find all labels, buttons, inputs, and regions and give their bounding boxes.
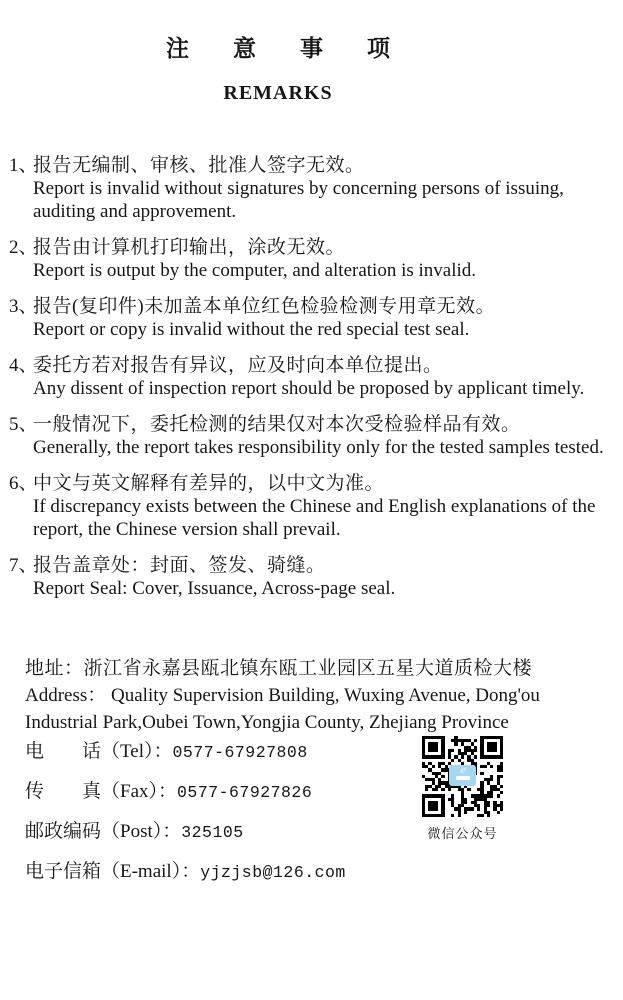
page-title-zh-text: 注意事项 xyxy=(166,36,434,61)
remark-text-zh: 报告盖章处：封面、签发、骑缝。 xyxy=(33,555,326,576)
remark-text-en: Report or copy is invalid without the red special test seal. xyxy=(33,319,470,340)
wechat-qr-block xyxy=(422,736,503,842)
remark-number: 5、 xyxy=(9,414,38,435)
remark-text-zh: 一般情况下，委托检测的结果仅对本次受检验样品有效。 xyxy=(33,414,521,435)
remark-text-en: If discrepancy exists between the Chinese and English explanations of the report, the Chinese version shall prevail. xyxy=(33,496,596,540)
contact-row-tel xyxy=(25,742,623,762)
contact-row-email xyxy=(25,862,623,882)
contact-label-fax: 传 真（Fax）： xyxy=(25,781,178,802)
contact-label-email: 电子信箱（E-mail）： xyxy=(25,861,201,882)
remark-text-zh: 中文与英文解释有差异的，以中文为准。 xyxy=(33,473,385,494)
remark-number: 3、 xyxy=(9,296,38,317)
contact-value-post: 325105 xyxy=(181,823,244,842)
remark-item-5 xyxy=(0,413,610,459)
address-block xyxy=(25,655,610,736)
remarks-list xyxy=(0,154,623,600)
contact-label-post: 邮政编码（Post）： xyxy=(25,821,182,842)
remark-item-7 xyxy=(0,554,610,600)
remark-number: 6、 xyxy=(9,473,38,494)
remark-text-en: Any dissent of inspection report should be proposed by applicant timely. xyxy=(33,378,585,399)
address-en: Address： Quality Supervision Building, Wuxing Avenue, Dong'ou Industrial Park,Oubei Town,Yongjia County, Zhejiang Province xyxy=(25,685,540,733)
remark-text-zh: 委托方若对报告有异议，应及时向本单位提出。 xyxy=(33,355,443,376)
remark-text-en: Report is output by the computer, and alteration is invalid. xyxy=(33,260,477,281)
contact-value-fax: 0577-67927826 xyxy=(177,783,313,802)
remark-number: 7、 xyxy=(9,555,38,576)
contact-row-post xyxy=(25,822,623,842)
remark-item-1 xyxy=(0,154,610,223)
qr-caption: 微信公众号 xyxy=(427,826,498,841)
contact-label-tel: 电 话（Tel）： xyxy=(25,741,173,762)
remark-text-zh: 报告无编制、审核、批准人签字无效。 xyxy=(33,155,365,176)
contact-value-email: yjzjsb@126.com xyxy=(200,863,346,882)
remark-text-zh: 报告(复印件)未加盖本单位红色检验检测专用章无效。 xyxy=(33,296,496,317)
page-title-zh xyxy=(0,36,556,62)
qr-logo-bar xyxy=(456,776,470,780)
remark-number: 1、 xyxy=(9,155,38,176)
remark-text-zh: 报告由计算机打印输出，涂改无效。 xyxy=(33,237,346,258)
qr-center-logo-icon xyxy=(449,765,476,786)
address-zh: 地址：浙江省永嘉县瓯北镇东瓯工业园区五星大道质检大楼 xyxy=(25,658,533,679)
remark-text-en: Generally, the report takes responsibility only for the tested samples tested. xyxy=(33,437,604,458)
remark-number: 2、 xyxy=(9,237,38,258)
qr-logo-glyph: ℯ xyxy=(459,765,466,775)
page-title-en: REMARKS xyxy=(223,82,333,104)
remark-item-2 xyxy=(0,236,610,282)
remark-item-3 xyxy=(0,295,610,341)
page-header xyxy=(0,0,556,104)
contact-row-fax xyxy=(25,782,623,802)
contact-value-tel: 0577-67927808 xyxy=(172,743,308,762)
remark-text-en: Report is invalid without signatures by concerning persons of issuing, auditing and approvement. xyxy=(33,178,564,222)
contact-block xyxy=(25,742,623,882)
remark-text-en: Report Seal: Cover, Issuance, Across-page seal. xyxy=(33,578,396,599)
remark-item-6 xyxy=(0,472,610,541)
remark-item-4 xyxy=(0,354,610,400)
remark-number: 4、 xyxy=(9,355,38,376)
